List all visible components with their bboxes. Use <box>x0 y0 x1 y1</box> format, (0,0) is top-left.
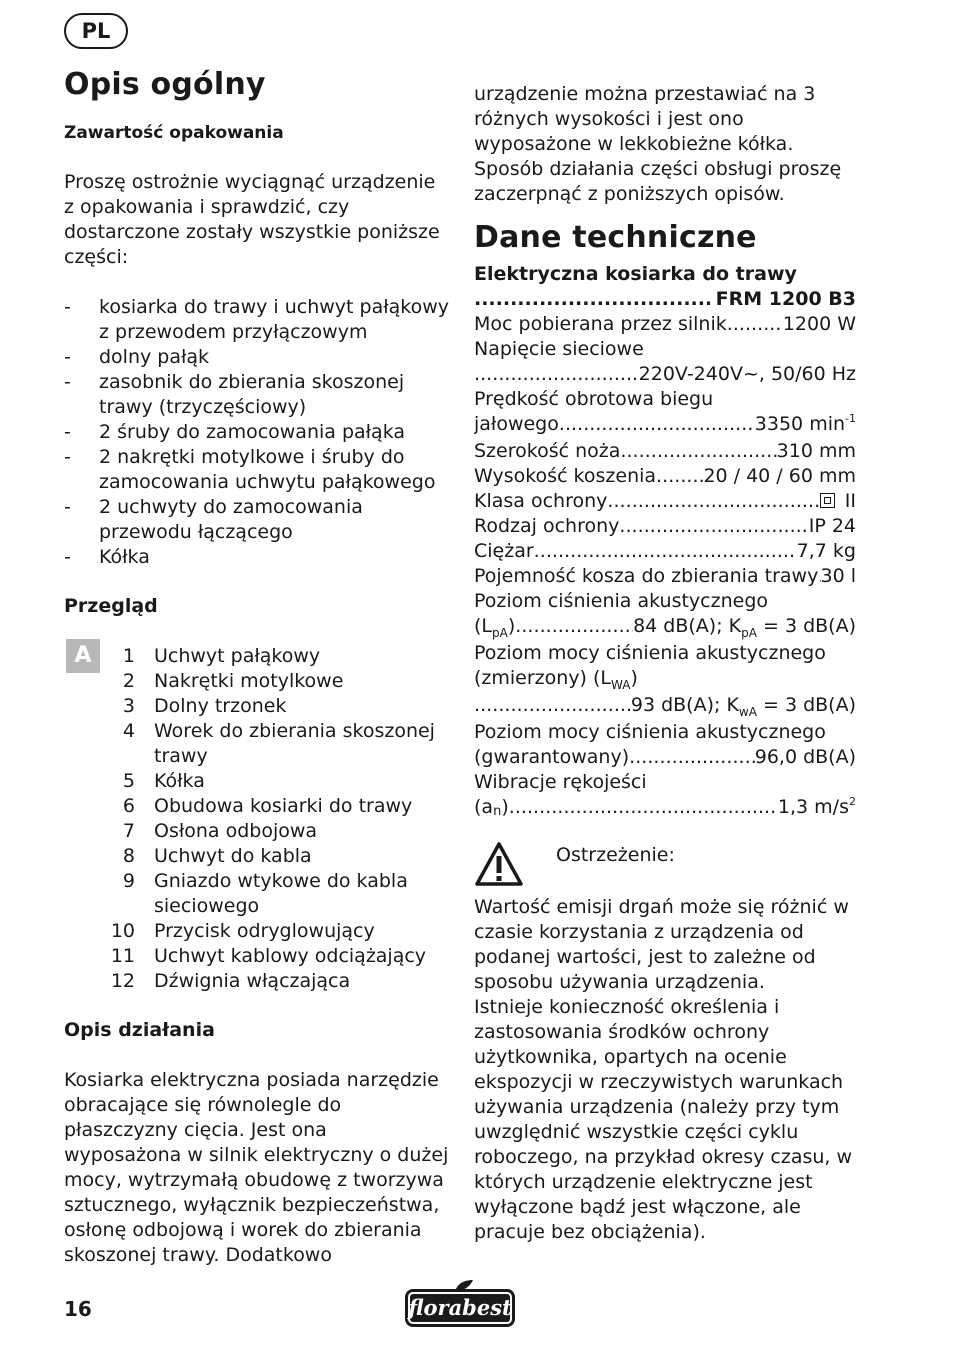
legend-item: 6 Obudowa kosiarki do trawy <box>122 795 413 817</box>
spec-row-swlg: (gwarantowany) . . . 96,0 dB(A) <box>474 745 856 770</box>
spec-speed-label: Prędkość obrotowa biegu <box>474 388 714 410</box>
left-column <box>64 67 449 1268</box>
spec-row-capacity: Pojemność kosza do zbierania trawy . . . 30 l <box>474 564 856 589</box>
spec-row-width: Szerokość noża . . . 310 mm <box>474 439 856 464</box>
function-heading: Opis działania <box>64 1019 215 1041</box>
leaf-icon <box>453 1279 475 1293</box>
legend-item: 4 Worek do zbierania skoszonej trawy <box>122 720 435 767</box>
spec-row-class: Klasa ochrony . . . II <box>474 489 856 514</box>
spec-row-vib: (a n ) . . . 1,3 m/s 2 <box>474 795 856 822</box>
list-item: - 2 uchwyty do zamocowania przewodu łączącego <box>64 495 449 545</box>
double-insulation-icon <box>820 493 835 508</box>
legend-item: 11 Uchwyt kablowy odciążający <box>110 945 427 967</box>
tech-data-title: Dane techniczne <box>474 220 757 255</box>
legend-item: 5 Kółka <box>122 770 205 792</box>
spec-spl-label: Poziom ciśnienia akustycznego <box>474 590 768 612</box>
warning-triangle-icon <box>474 841 524 887</box>
spec-row-weight: Ciężar . . . 7,7 kg <box>474 539 856 564</box>
warning-text-1: Wartość emisji drgań może się różnić w czasie korzystania z urządzenia od podanej wartości, jest to zależne od sposobu używania urządzenia. <box>474 896 849 993</box>
figure-a-badge: A <box>66 639 100 673</box>
list-item: - dolny pałąk <box>64 345 449 370</box>
spec-swl-label-2: (zmierzony) $(L_{WA})$ <box>474 667 638 692</box>
spec-row-speed: jałowego . . . 3350 min -1 <box>474 412 856 439</box>
spec-swlg-label: Poziom mocy ciśnienia akustycznego <box>474 721 826 743</box>
legend-item: 1 Uchwyt pałąkowy <box>122 645 321 667</box>
spec-row-power: Moc pobierana przez silnik . . . 1200 W <box>474 312 856 337</box>
legend-item: 12 Dźwignia włączająca <box>110 970 351 992</box>
spec-vib-label: Wibracje rękojeści <box>474 771 647 793</box>
spec-table <box>474 262 856 822</box>
list-item: - kosiarka do trawy i uchwyt pałąkowy z przewodem przyłączowym <box>64 295 449 345</box>
spec-row-voltage: . . . 220V-240V~, 50/60 Hz <box>474 362 856 387</box>
legend-item: 3 Dolny trzonek <box>122 695 287 717</box>
language-badge: PL <box>64 13 128 49</box>
spec-swl-label: Poziom mocy ciśnienia akustycznego <box>474 642 826 664</box>
warning-block <box>474 841 856 887</box>
legend-item: 9 Gniazdo wtykowe do kabla sieciowego <box>122 870 408 917</box>
overview-legend <box>64 644 449 994</box>
legend-item: 2 Nakrętki motylkowe <box>122 670 344 692</box>
product-name: Elektryczna kosiarka do trawy <box>474 263 797 285</box>
package-intro: Proszę ostrożnie wyciągnąć urządzenie z opakowania i sprawdzić, czy dostarczone zostały wszystkie poniższe części: <box>64 171 440 268</box>
legend-item: 10 Przycisk odryglowujący <box>110 920 375 942</box>
function-text: Kosiarka elektryczna posiada narzędzie obracające się równolegle do płaszczyzny cięcia. Jest ona wyposażona w silnik elektryczny o dużej mocy, wytrzymałą obudowę z tworzywa sztucznego, wyłącznik bezpieczeństwa, osłonę odbojową i worek do zbierania skoszonej trawy. Dodatkowo <box>64 1069 449 1266</box>
spec-row-ip: Rodzaj ochrony . . . IP 24 <box>474 514 856 539</box>
spec-row-swl: . . . 93 dB(A); K wA = 3 dB(A) <box>474 693 856 720</box>
legend-item: 7 Osłona odbojowa <box>122 820 318 842</box>
package-list <box>64 295 449 570</box>
brand-logo: florabest <box>405 1289 515 1327</box>
list-item: - 2 nakrętki motylkowe i śruby do zamocowania uchwytu pałąkowego <box>64 445 449 495</box>
warning-label: Ostrzeżenie: <box>556 844 675 866</box>
overview-heading: Przegląd <box>64 595 158 617</box>
package-contents-heading: Zawartość opakowania <box>64 123 284 143</box>
spec-row-height: Wysokość koszenia . . . 20 / 40 / 60 mm <box>474 464 856 489</box>
model: FRM 1200 B3 <box>715 288 856 310</box>
spec-row-spl: (L pA ) . . . 84 dB(A); K pA = 3 dB(A) <box>474 614 856 641</box>
list-item: - zasobnik do zbierania skoszonej trawy (trzyczęściowy) <box>64 370 449 420</box>
continued-text: urządzenie można przestawiać na 3 różnych wysokości i jest ono wyposażone w lekkobieżne kółka. <box>474 83 816 155</box>
model-row <box>474 287 856 312</box>
function-reference: Sposób działania części obsługi proszę zaczerpnąć z poniższych opisów. <box>474 158 842 205</box>
page-number: 16 <box>64 1297 92 1321</box>
list-item: - 2 śruby do zamocowania pałąka <box>64 420 449 445</box>
general-description-title: Opis ogólny <box>64 67 266 102</box>
list-item: - Kółka <box>64 545 449 570</box>
right-column <box>474 82 856 1245</box>
warning-text-2: Istnieje konieczność określenia i zastosowania środków ochrony użytkownika, opartych na ocenie ekspozycji w rzeczywistych warunkach używania urządzenia (należy przy tym uwzględnić wszystkie części cyklu roboczego, na przykład okresy czasu, w których urządzenie elektryczne jest wyłączone bądź jest włączone, ale pracuje bez obciążenia). <box>474 996 853 1243</box>
spec-voltage-label: Napięcie sieciowe <box>474 338 644 360</box>
legend-item: 8 Uchwyt do kabla <box>122 845 312 867</box>
